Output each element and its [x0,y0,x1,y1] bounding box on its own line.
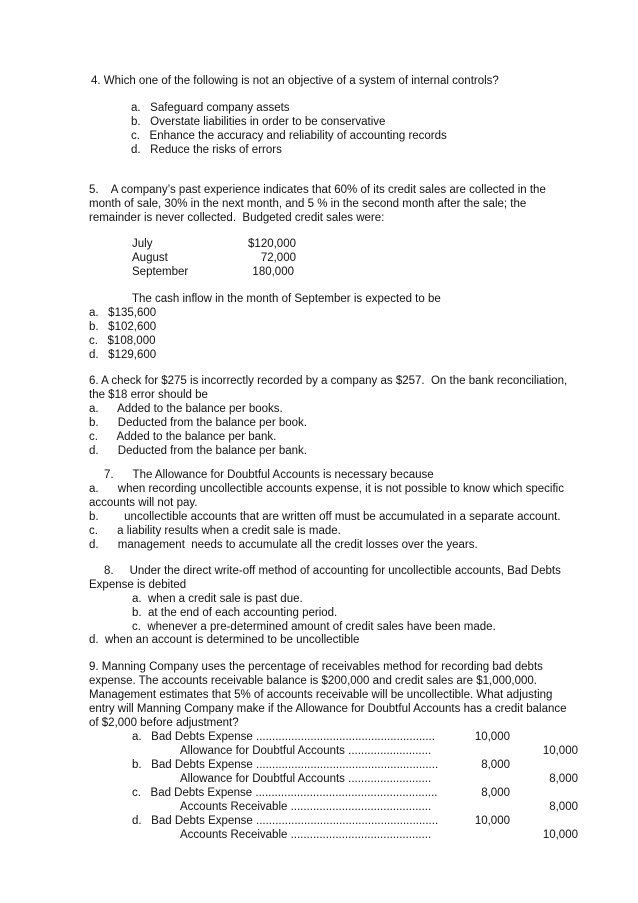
q8-option-a: a. when a credit sale is past due. [132,593,303,605]
q9-option-d-credit-amount: 10,000 [542,829,578,841]
q5-stem-line3: remainder is never collected. Budgeted credit sales were: [89,212,385,224]
q6-stem-line2: the $18 error should be [89,389,208,401]
q6-stem-line1: 6. A check for $275 is incorrectly recorded by a company as $257. On the bank reconciliation, [89,375,568,387]
q9-stem-line4: entry will Manning Company make if the Allowance for Doubtful Accounts has a credit balance [89,703,567,715]
q6-option-b: b. Deducted from the balance per book. [89,417,307,429]
q7-option-d: d. management needs to accumulate all the credit losses over the years. [89,539,478,551]
q5-sales-amount: 72,000 [260,252,296,264]
q5-option-d: d. $129,600 [89,349,157,361]
q5-stem-line1: 5. A company’s past experience indicates that 60% of its credit sales are collected in the [89,184,546,196]
q8-option-c: c. whenever a pre-determined amount of credit sales have been made. [132,621,496,633]
q9-option-c-credit-line: Accounts Receivable ............................................ [180,801,432,813]
q9-option-c-credit-amount: 8,000 [549,801,578,813]
q9-option-b-debit-line: b. Bad Debts Expense ......................................................... [132,759,439,771]
q8-stem-line1: 8. Under the direct write-off method of accounting for uncollectible accounts, Bad Debts [104,565,561,577]
q8-option-b: b. at the end of each accounting period. [132,607,338,619]
q9-option-d-credit-line: Accounts Receivable ............................................ [180,829,432,841]
q9-stem-line5: of $2,000 before adjustment? [89,717,239,729]
q4-option-c: c. Enhance the accuracy and reliability of accounting records [131,130,447,142]
q9-option-c-debit-amount: 8,000 [481,787,510,799]
q9-option-d-debit-line: d. Bad Debts Expense ......................................................... [132,815,439,827]
q5-option-a: a. $135,600 [89,307,157,319]
q5-sales-month: July [132,238,153,250]
q7-option-a: a. when recording uncollectible accounts expense, it is not possible to know which specific [89,483,564,495]
q9-option-a-debit-line: a. Bad Debts Expense ........................................................ [132,731,435,743]
q7-option-a-cont: accounts will not pay. [89,497,198,509]
q9-stem-line2: expense. The accounts receivable balance is $200,000 and credit sales are $1,000,000. [89,675,537,687]
q9-stem-line1: 9. Manning Company uses the percentage of receivables method for recording bad debts [89,661,543,673]
q8-option-d: d. when an account is determined to be uncollectible [89,634,360,646]
q6-option-a: a. Added to the balance per books. [89,403,283,415]
q4-option-b: b. Overstate liabilities in order to be conservative [131,116,386,128]
q5-sales-amount: 180,000 [252,266,294,278]
q5-option-c: c. $108,000 [89,335,156,347]
q7-stem: 7. The Allowance for Doubtful Accounts is necessary because [104,469,434,481]
q5-sales-month: September [132,266,189,278]
q5-sales-month: August [132,252,168,264]
q9-stem-line3: Management estimates that 5% of accounts receivable will be uncollectible. What adjusting [89,689,553,701]
q6-option-c: c. Added to the balance per bank. [89,431,277,443]
q5-sales-amount: $120,000 [248,238,296,250]
q9-option-b-debit-amount: 8,000 [481,759,510,771]
q9-option-b-credit-line: Allowance for Doubtful Accounts .......................... [180,773,432,785]
q9-option-a-debit-amount: 10,000 [474,731,510,743]
q4-stem: 4. Which one of the following is not an objective of a system of internal controls? [91,75,499,87]
q4-option-d: d. Reduce the risks of errors [131,144,282,156]
q8-stem-line2: Expense is debited [89,579,187,591]
q7-option-c: c. a liability results when a credit sale is made. [89,525,341,537]
q4-option-a: a. Safeguard company assets [131,102,290,114]
q9-option-c-debit-line: c. Bad Debts Expense ......................................................... [132,787,438,799]
q5-option-b: b. $102,600 [89,321,157,333]
q9-option-a-credit-line: Allowance for Doubtful Accounts .......................... [180,745,432,757]
q5-stem-line2: month of sale, 30% in the next month, and 5 % in the second month after the sale; the [89,198,527,210]
q7-option-b: b. uncollectible accounts that are written off must be accumulated in a separate account. [89,511,561,523]
q6-option-d: d. Deducted from the balance per bank. [89,445,307,457]
q5-prompt: The cash inflow in the month of September is expected to be [132,293,441,305]
q9-option-a-credit-amount: 10,000 [542,745,578,757]
q9-option-d-debit-amount: 10,000 [474,815,510,827]
q9-option-b-credit-amount: 8,000 [549,773,578,785]
